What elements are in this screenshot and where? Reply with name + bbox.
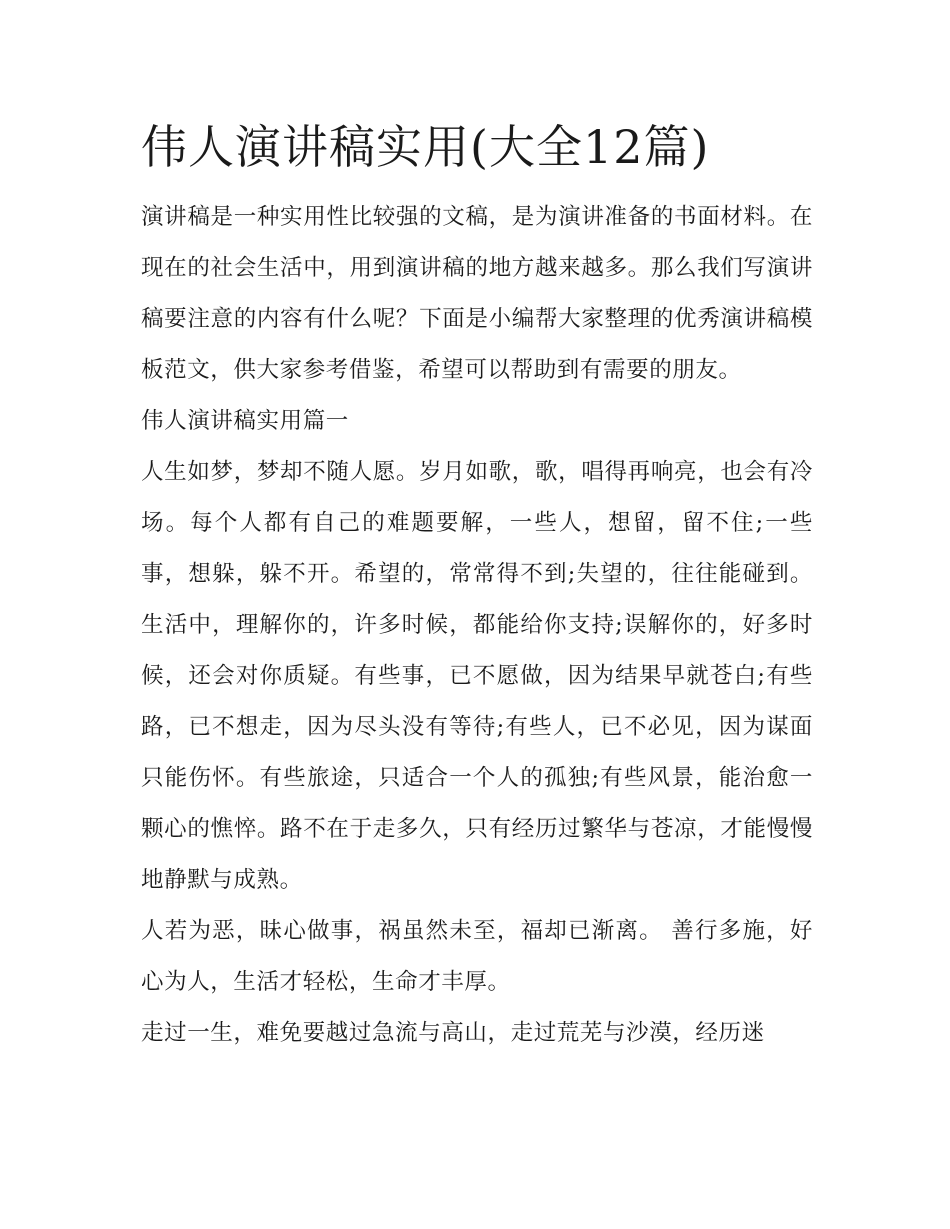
intro-paragraph: 演讲稿是一种实用性比较强的文稿，是为演讲准备的书面材料。在现在的社会生活中，用到演讲稿的地方越来越多。那么我们写演讲稿要注意的内容有什么呢？下面是小编帮大家整理的优秀演讲稿模板范文，供大家参考借鉴，希望可以帮助到有需要的朋友。 bbox=[141, 204, 813, 383]
document-page bbox=[141, 112, 813, 1059]
body-paragraph-2: 人若为恶，昧心做事，祸虽然未至，福却已渐离。 善行多施，好心为人，生活才轻松，生命才丰厚。 bbox=[141, 918, 813, 995]
section-heading: 伟人演讲稿实用篇一 bbox=[141, 408, 349, 434]
body-paragraph-3: 走过一生，难免要越过急流与高山，走过荒芜与沙漠，经历迷 bbox=[141, 1020, 765, 1046]
body-paragraph-1: 人生如梦，梦却不随人愿。岁月如歌，歌，唱得再响亮，也会有冷场。每个人都有自己的难题要解，一些人，想留，留不住;一些事，想躲，躲不开。希望的，常常得不到;失望的，往往能碰到。生活中，理解你的，许多时候，都能给你支持;误解你的，好多时候，还会对你质疑。有些事，已不愿做，因为结果早就苍白;有些路，已不想走，因为尽头没有等待;有些人，已不必见，因为谋面只能伤怀。有些旅途，只适合一个人的孤独;有些风景，能治愈一颗心的憔悴。路不在于走多久，只有经历过繁华与苍凉，才能慢慢地静默与成熟。 bbox=[141, 459, 813, 893]
document-title: 伟人演讲稿实用(大全12篇) bbox=[141, 120, 710, 174]
